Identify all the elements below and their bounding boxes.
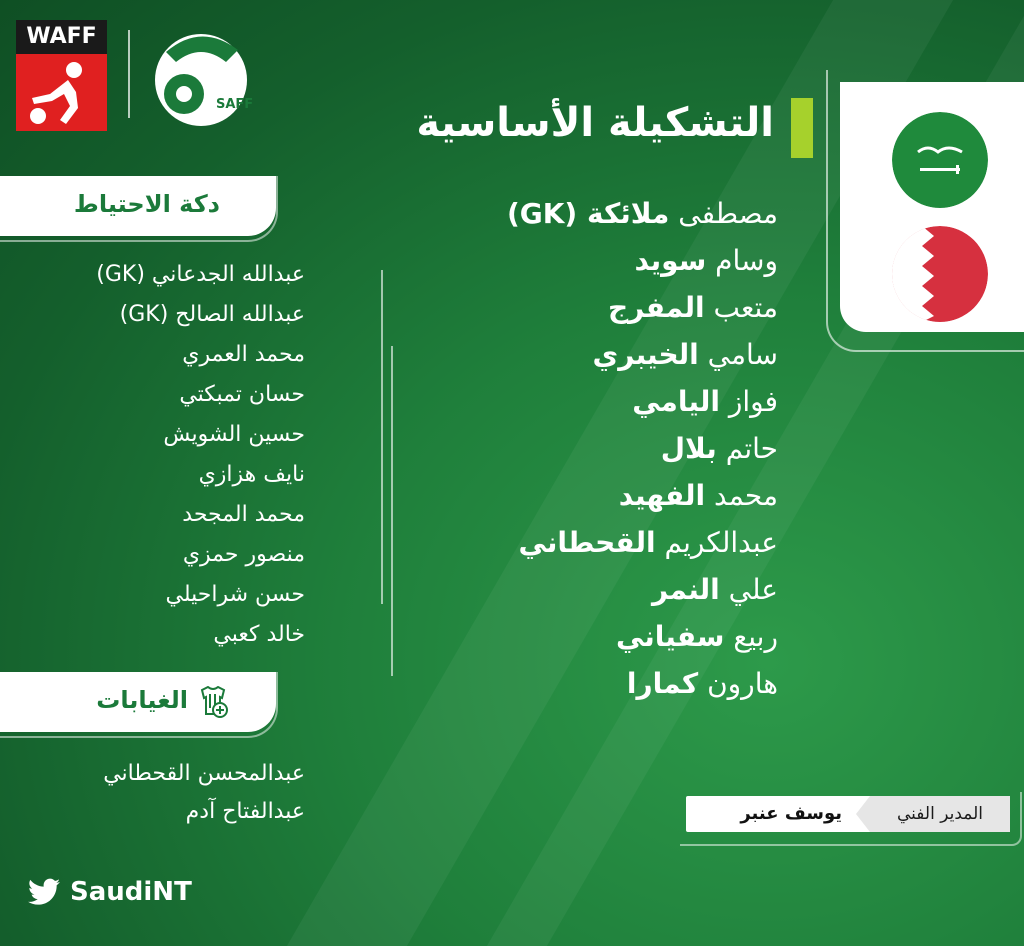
coach-name: يوسف عنبر [740, 803, 842, 824]
list-item [318, 613, 778, 660]
player-last-name: الخيبري [592, 338, 699, 371]
player-first-name: محمد [714, 479, 778, 512]
player-first-name: عبدالكريم [664, 526, 778, 559]
player-first-name: مصطفى [678, 197, 778, 230]
list-item [318, 284, 778, 331]
player-first-name: ربيع [733, 620, 778, 653]
saff-logo-text: SAFF [216, 97, 254, 112]
player-first-name: سامي [707, 338, 778, 371]
list-item: محمد العمري [182, 342, 305, 367]
player-last-name: بلال [660, 432, 717, 465]
waff-logo [16, 20, 107, 131]
bench-list [0, 255, 305, 655]
player-last-name: القحطاني [518, 526, 656, 559]
starting-lineup-list [318, 190, 778, 707]
coach-label: المدير الفني [870, 796, 1010, 832]
waff-player-icon [16, 54, 107, 131]
logo-divider [128, 30, 130, 118]
twitter-bird-icon [28, 878, 60, 906]
divider-line [391, 346, 393, 676]
list-item: عبدالله الصالح (GK) [119, 302, 305, 327]
list-item [318, 378, 778, 425]
list-item: حسن شراحيلي [165, 582, 305, 607]
player-last-name: الفهيد [618, 479, 706, 512]
player-last-name: اليامي [632, 385, 720, 418]
list-item: خالد كعبي [213, 622, 305, 647]
list-item [318, 566, 778, 613]
twitter-handle[interactable] [28, 872, 192, 912]
list-item [318, 519, 778, 566]
list-item: محمد المجحد [182, 502, 305, 527]
injured-jersey-icon [198, 686, 228, 724]
bahrain-flag-icon [892, 226, 988, 322]
list-item [318, 472, 778, 519]
list-item [318, 190, 778, 237]
list-item: حسان تمبكتي [179, 382, 305, 407]
player-last-name: كمارا [626, 667, 699, 700]
list-item: عبدالفتاح آدم [185, 799, 305, 824]
twitter-handle-text: SaudiNT [70, 877, 192, 907]
absent-header [0, 672, 276, 732]
saudi-flag-icon [892, 112, 988, 208]
player-last-name: سويد [634, 244, 707, 277]
player-last-name: النمر [652, 573, 720, 606]
page-title: التشكيلة الأساسية [416, 100, 774, 146]
coach-box [686, 796, 1010, 832]
player-first-name: متعب [713, 291, 778, 324]
absent-list [0, 755, 305, 831]
list-item: عبدالمحسن القحطاني [103, 761, 305, 786]
divider-line [381, 270, 383, 604]
saff-logo [146, 22, 256, 132]
player-first-name: حاتم [725, 432, 778, 465]
list-item [318, 425, 778, 472]
player-first-name: وسام [715, 244, 778, 277]
waff-logo-text: WAFF [16, 20, 107, 54]
player-first-name: علي [728, 573, 778, 606]
list-item: حسين الشويش [163, 422, 305, 447]
list-item [318, 331, 778, 378]
player-first-name: هارون [707, 667, 778, 700]
title-accent-bar [791, 98, 813, 158]
list-item: عبدالله الجدعاني (GK) [96, 262, 305, 287]
player-last-name: المفرج [608, 291, 705, 324]
list-item: نايف هزازي [198, 462, 305, 487]
list-item [318, 237, 778, 284]
list-item: منصور حمزي [182, 542, 305, 567]
player-first-name: فواز [728, 385, 778, 418]
player-last-name: سفياني [615, 620, 725, 653]
list-item [318, 660, 778, 707]
bench-header [0, 176, 276, 236]
absent-title: الغيابات [96, 686, 188, 714]
bench-title: دكة الاحتياط [73, 190, 220, 218]
player-last-name: ملائكة (GK) [506, 197, 670, 230]
